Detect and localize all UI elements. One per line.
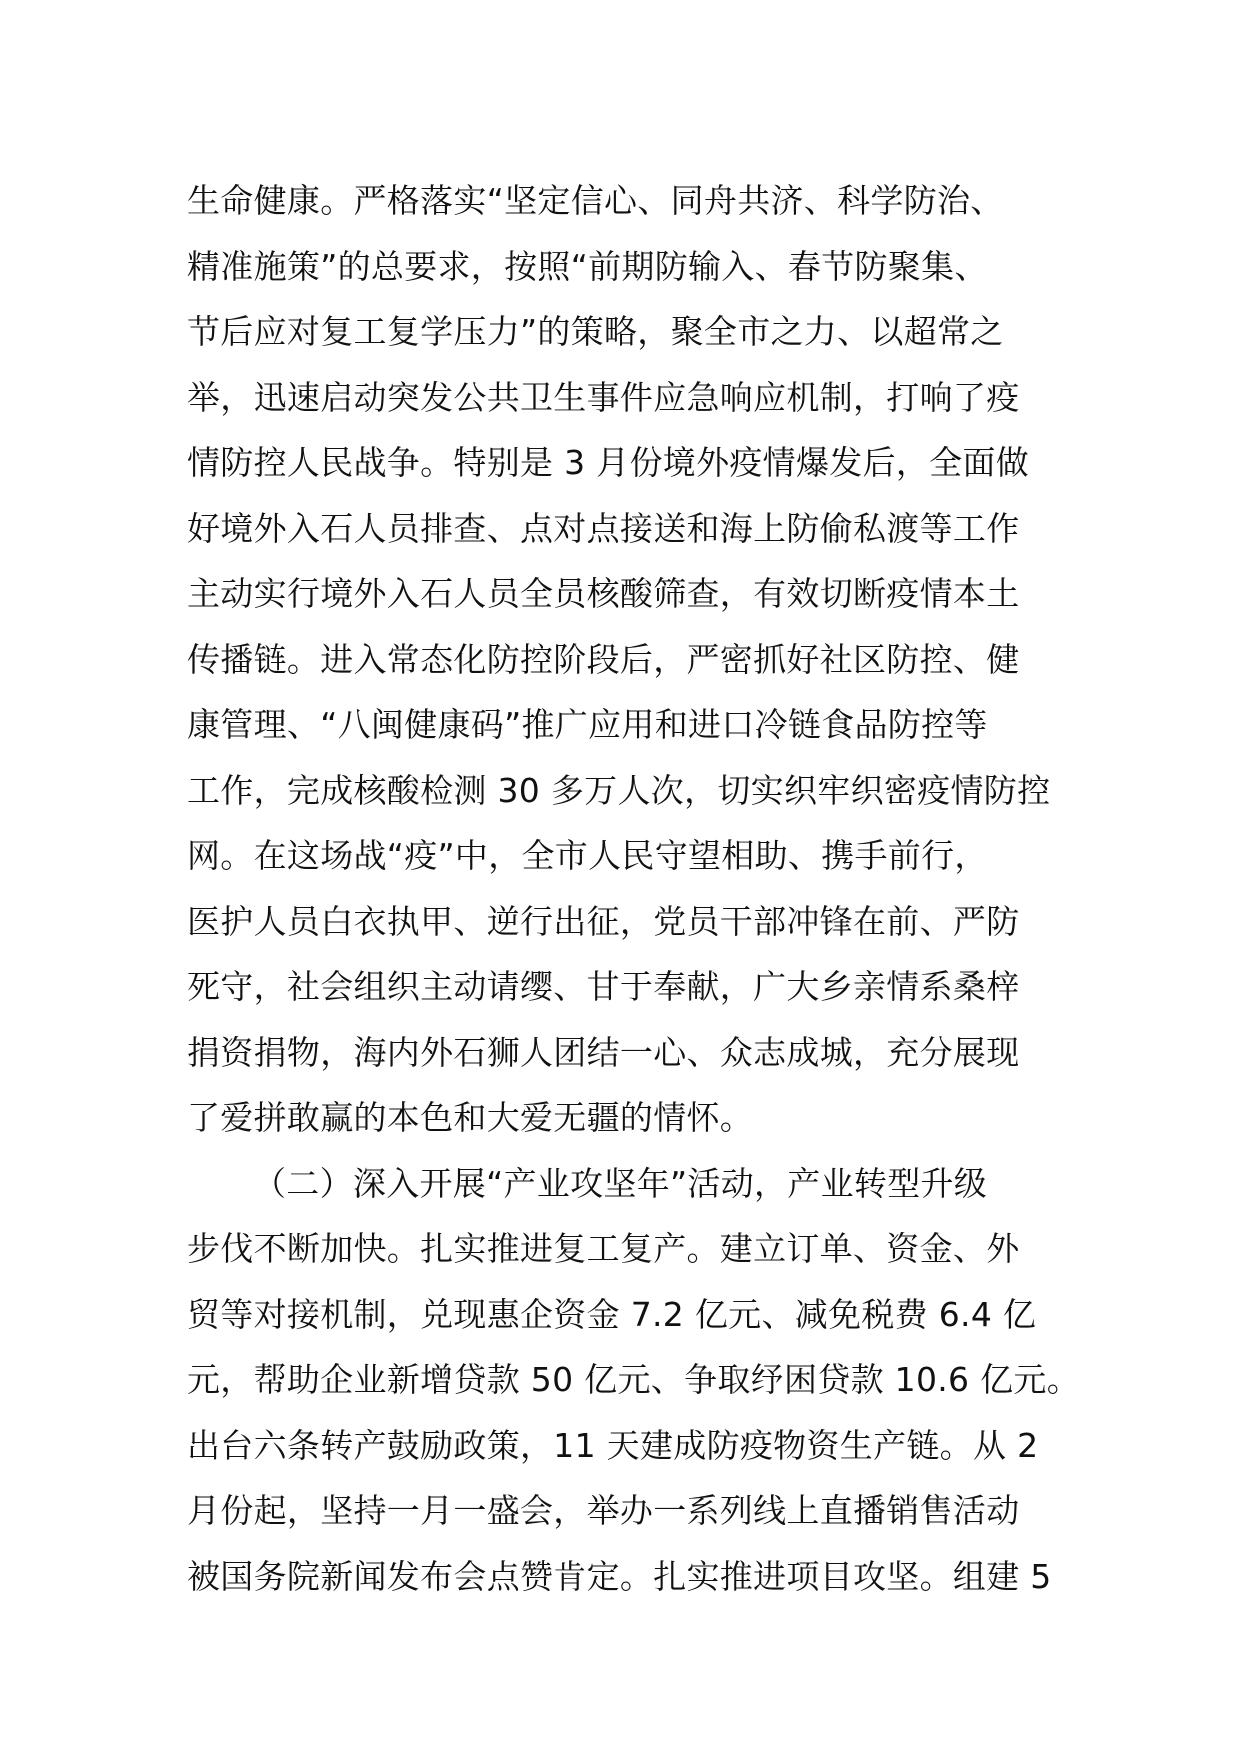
text-line: 网。在这场战“疫”中，全市人民守望相助、携手前行， bbox=[187, 836, 988, 875]
text-line: 情防控人民战争。特别是 3 月份境外疫情爆发后，全面做 bbox=[187, 443, 1030, 482]
text-line: 精准施策”的总要求，按照“前期防输入、春节防聚集、 bbox=[187, 246, 988, 286]
text-line: 举，迅速启动突发公共卫生事件应急响应机制，打响了疫 bbox=[187, 377, 1020, 417]
body-text bbox=[187, 168, 1081, 1609]
text-line: 医护人员白衣执甲、逆行出征，党员干部冲锋在前、严防 bbox=[187, 901, 1020, 941]
text-line: 捐资捐物，海内外石狮人团结一心、众志成城，充分展现 bbox=[187, 1032, 1020, 1072]
text-line: 主动实行境外入石人员全员核酸筛查，有效切断疫情本土 bbox=[187, 574, 1020, 613]
text-line: 月份起，坚持一月一盛会，举办一系列线上直播销售活动 bbox=[187, 1491, 1020, 1530]
text-line: 被国务院新闻发布会点赞肯定。扎实推进项目攻坚。组建 5 bbox=[187, 1556, 1052, 1596]
text-line: 康管理、“八闽健康码”推广应用和进口冷链食品防控等 bbox=[187, 705, 988, 744]
text-line: 节后应对复工复学压力”的策略，聚全市之力、以超常之 bbox=[187, 312, 1004, 351]
text-line: 好境外入石人员排查、点对点接送和海上防偷私渡等工作 bbox=[187, 508, 1020, 548]
text-line: 贸等对接机制，兑现惠企资金 7.2 亿元、减免税费 6.4 亿 bbox=[187, 1294, 1037, 1334]
text-line: 元，帮助企业新增贷款 50 亿元、争取纾困贷款 10.6 亿元。 bbox=[187, 1360, 1081, 1399]
text-line: 了爱拼敢赢的本色和大爱无疆的情怀。 bbox=[187, 1098, 754, 1137]
section-heading-line: （二）深入开展“产业攻坚年”活动，产业转型升级 bbox=[253, 1163, 988, 1203]
text-line: 死守，社会组织主动请缨、甘于奉献，广大乡亲情系桑梓 bbox=[187, 967, 1020, 1006]
text-line: 工作，完成核酸检测 30 多万人次，切实织牢织密疫情防控 bbox=[187, 770, 1051, 810]
text-line: 生命健康。严格落实“坚定信心、同舟共济、科学防治、 bbox=[187, 181, 1004, 220]
text-line: 步伐不断加快。扎实推进复工复产。建立订单、资金、外 bbox=[187, 1229, 1020, 1268]
text-line: 传播链。进入常态化防控阶段后，严密抓好社区防控、健 bbox=[187, 639, 1020, 679]
text-line: 出台六条转产鼓励政策，11 天建成防疫物资生产链。从 2 bbox=[187, 1425, 1039, 1465]
